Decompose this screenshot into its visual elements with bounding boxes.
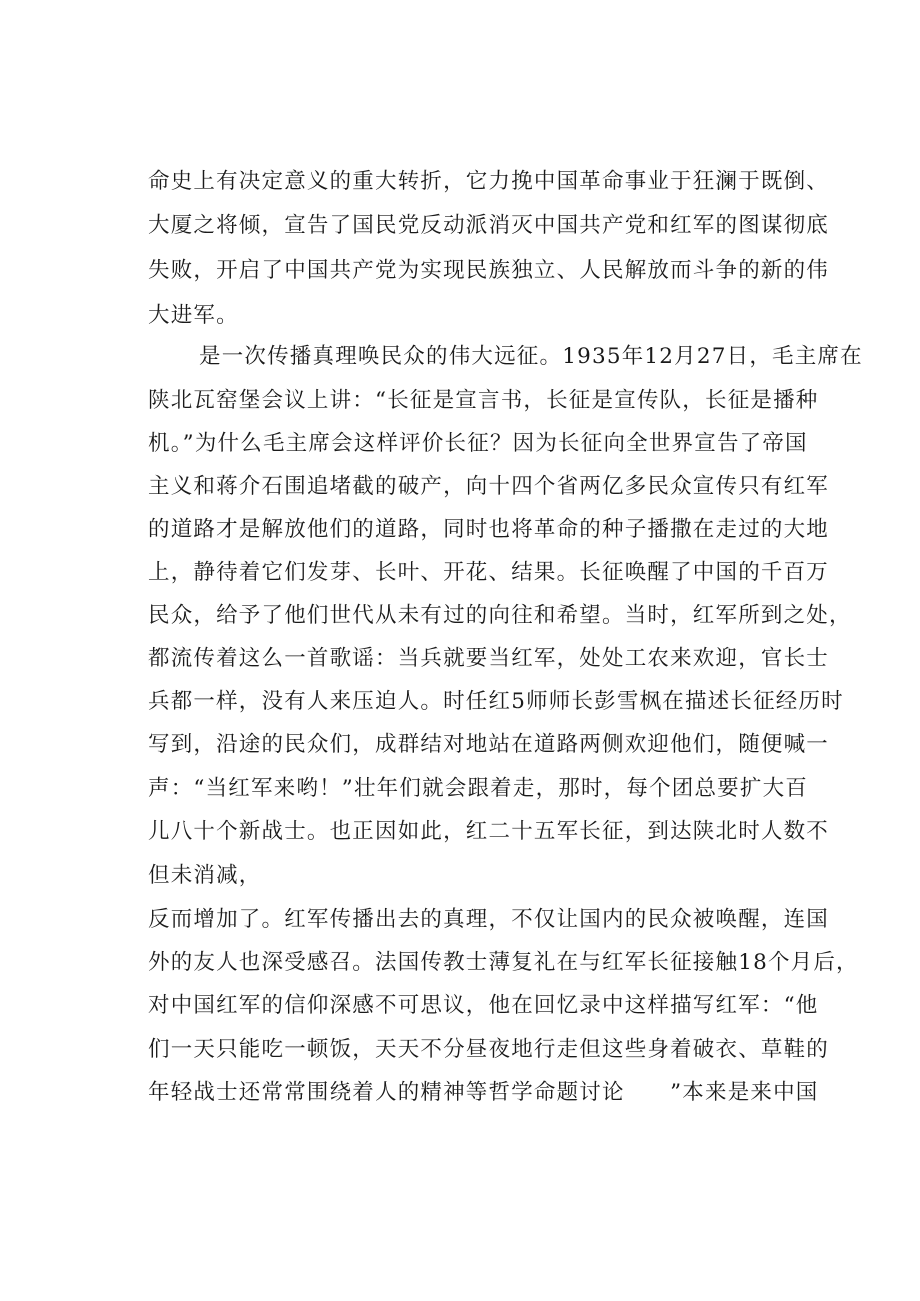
text-line: 民众，给予了他们世代从未有过的向往和希望。当时，红军所到之处，: [148, 603, 852, 628]
text-line: 年轻战士还常常围绕着人的精神等哲学命题讨论 ”本来是来中国: [148, 1080, 819, 1105]
text-line: 的道路才是解放他们的道路，同时也将革命的种子播撒在走过的大地: [148, 517, 830, 542]
text-line: 对中国红军的信仰深感不可思议，他在回忆录中这样描写红军：“他: [148, 993, 819, 1018]
text-line: 都流传着这么一首歌谣：当兵就要当红军，处处工农来欢迎，官长士: [148, 646, 830, 671]
text-line: 声：“当红军来哟！”壮年们就会跟着走，那时，每个团总要扩大百: [148, 776, 808, 801]
text-line: 命史上有决定意义的重大转折，它力挽中国革命事业于狂澜于既倒、: [148, 169, 830, 194]
text-line: 反而增加了。红军传播出去的真理，不仅让国内的民众被唤醒，连国: [148, 907, 830, 932]
text-line: 外的友人也深受感召。法国传教士薄复礼在与红军长征接触18个月后，: [148, 950, 859, 975]
text-line: 们一天只能吃一顿饭，天天不分昼夜地行走但这些身着破衣、草鞋的: [148, 1037, 830, 1062]
text-line: 上，静待着它们发芽、长叶、开花、结果。长征唤醒了中国的千百万: [148, 560, 830, 585]
text-line: 大进军。: [148, 303, 239, 328]
text-line: 儿八十个新战士。也正因如此，红二十五军长征，到达陕北时人数不: [148, 819, 830, 844]
text-line: 写到，沿途的民众们，成群结对地站在道路两侧欢迎他们，随便喊一: [148, 732, 830, 757]
paragraph-start-line: 是一次传播真理唤民众的伟大远征。1935年12月27日，毛主席在: [199, 344, 863, 369]
text-line: 机。”为什么毛主席会这样评价长征？因为长征向全世界宣告了帝国: [148, 431, 808, 456]
text-line: 大厦之将倾，宣告了国民党反动派消灭中国共产党和红军的图谋彻底: [148, 213, 830, 238]
text-line: 陕北瓦窑堡会议上讲：“长征是宣言书，长征是宣传队，长征是播种: [148, 388, 819, 413]
text-line: 失败，开启了中国共产党为实现民族独立、人民解放而斗争的新的伟: [148, 258, 830, 283]
text-line: 主义和蒋介石围追堵截的破产，向十四个省两亿多民众宣传只有红军: [148, 474, 830, 499]
text-line: 兵都一样，没有人来压迫人。时任红5师师长彭雪枫在描述长征经历时: [148, 689, 844, 714]
text-line: 但未消减，: [148, 863, 262, 888]
